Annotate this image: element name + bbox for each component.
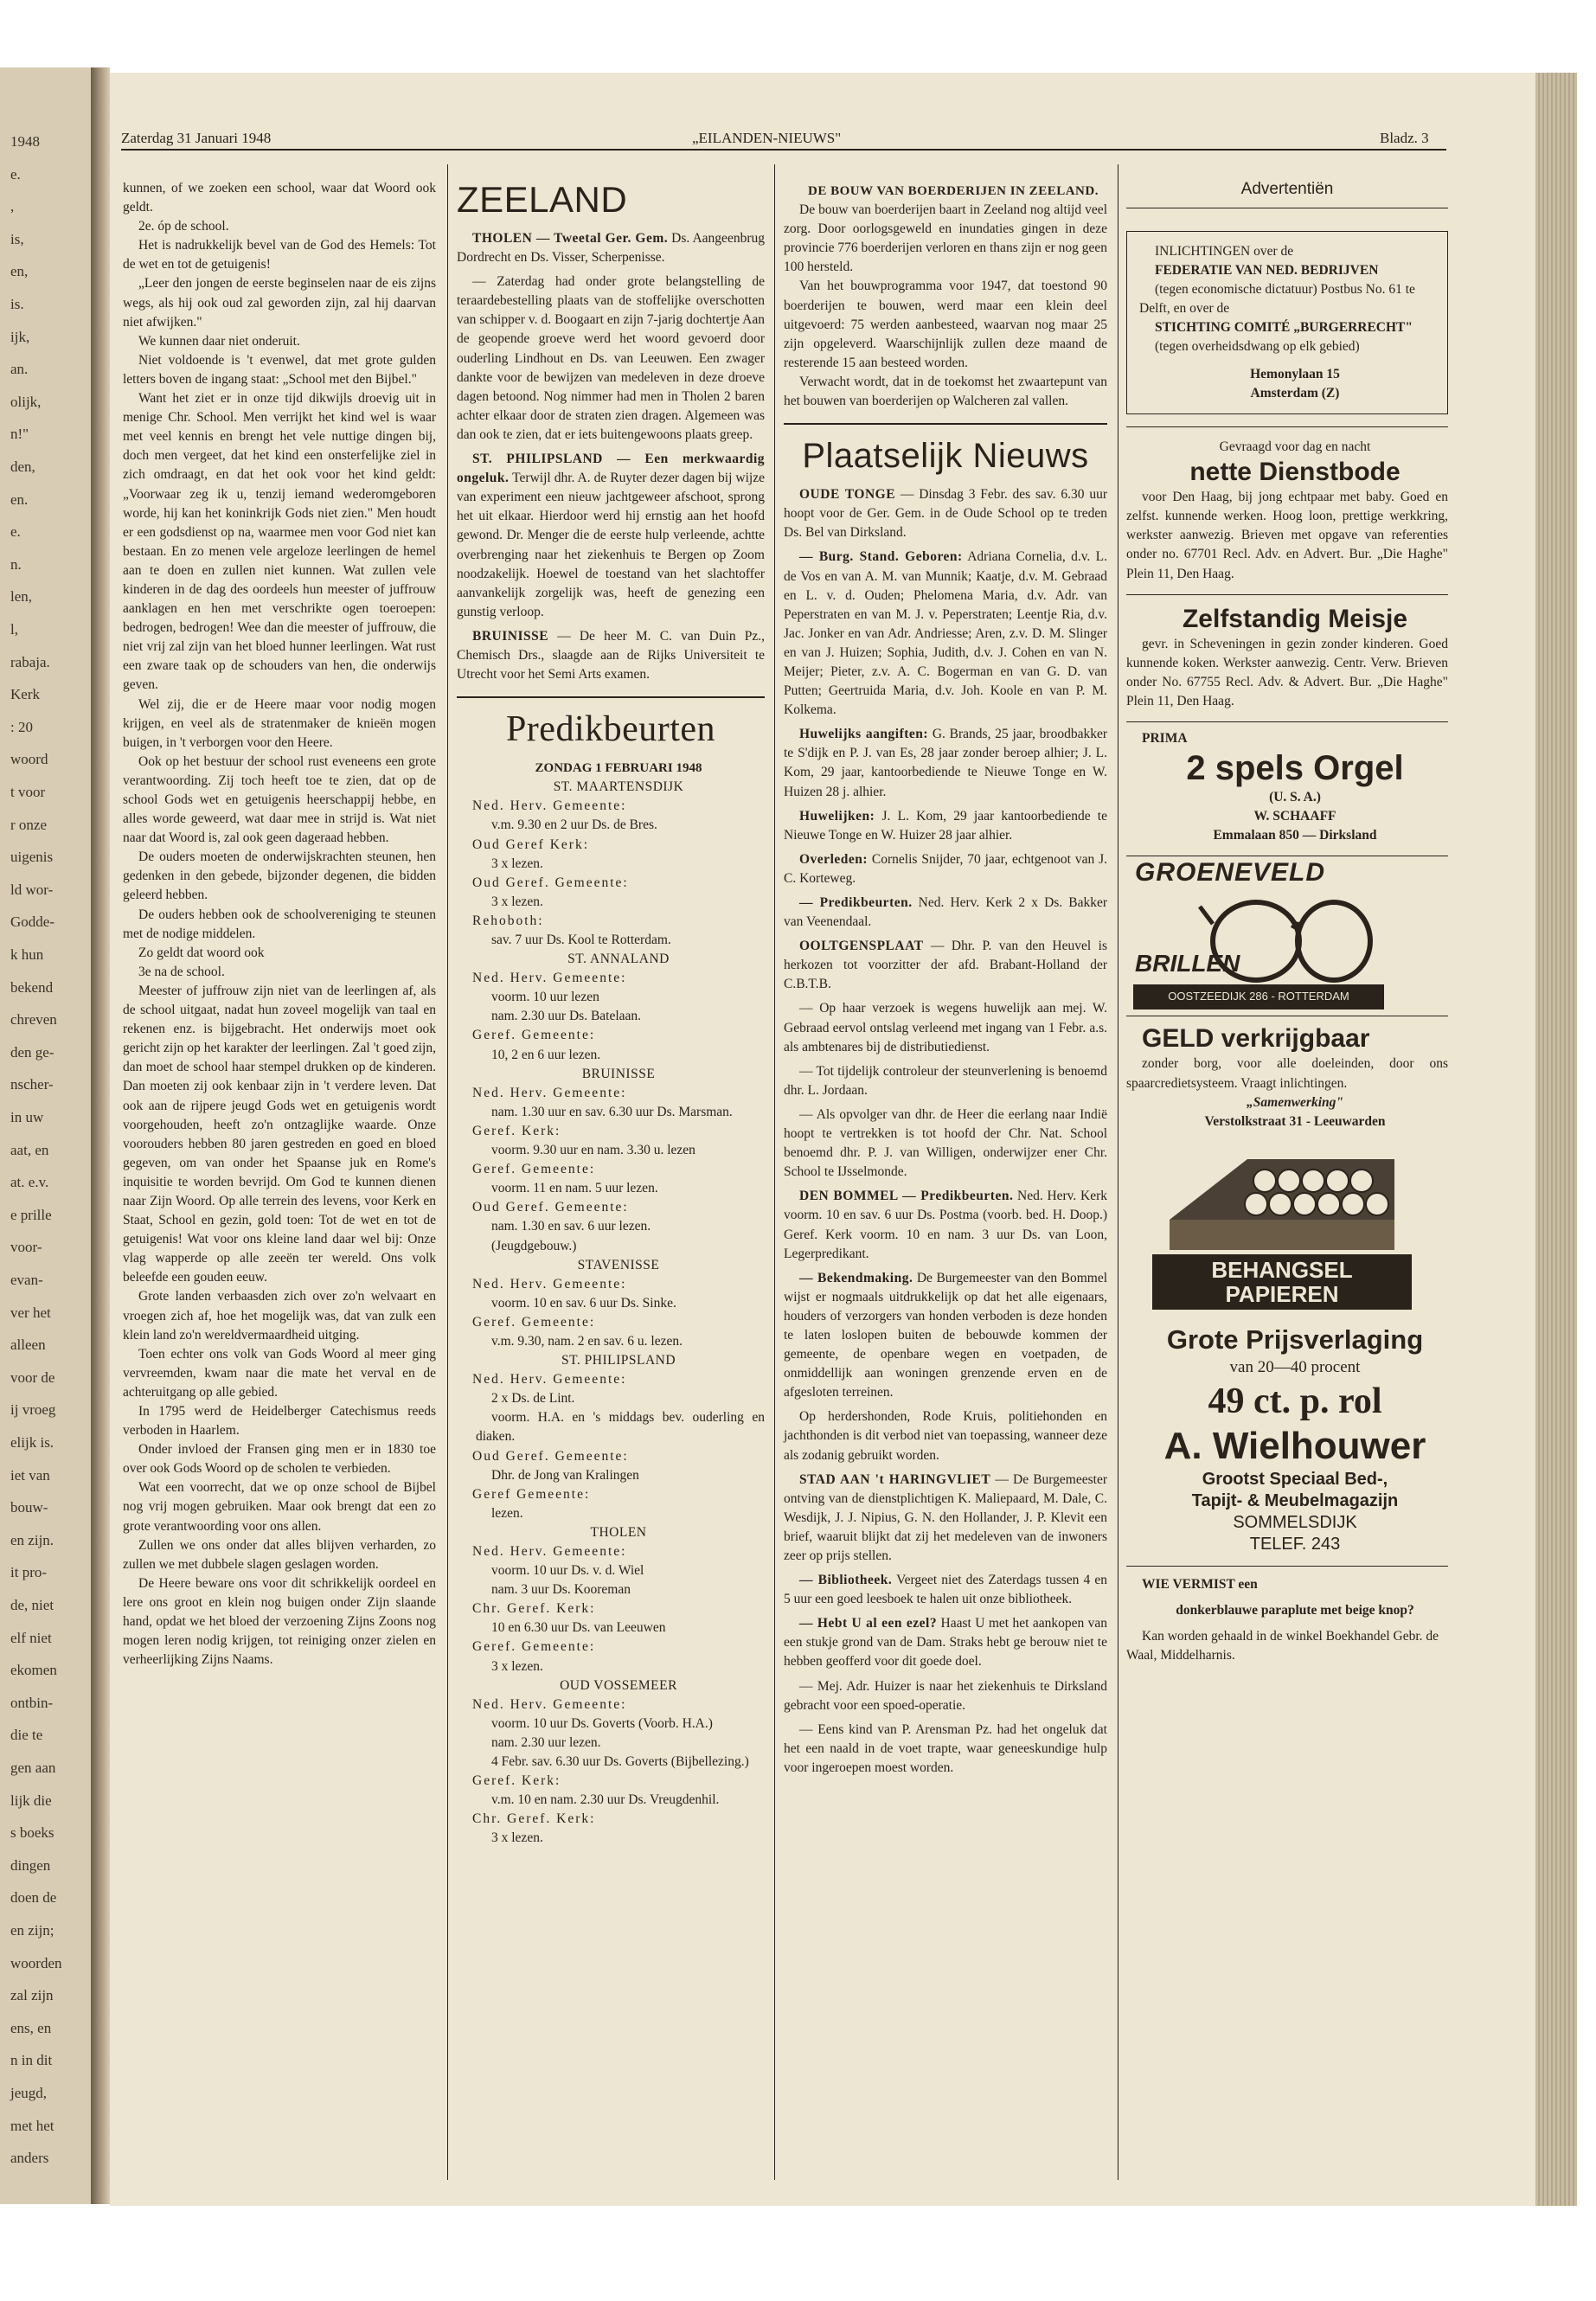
article-paragraph: Zullen we ons onder dat alles blijven verharden, zo zullen we met dubbele slagen geslagen worden. <box>123 1537 436 1572</box>
zeeland-news-item <box>457 627 765 684</box>
service-time: voorm. 10 uur Ds. Goverts (Voorb. H.A.) <box>491 1715 713 1731</box>
service-time: v.m. 9.30, nam. 2 en sav. 6 u. lezen. <box>491 1333 683 1349</box>
previous-page-line: n!" <box>10 426 29 443</box>
news-lead: OOLTGENSPLAAT <box>799 939 924 954</box>
service-time: v.m. 9.30 en 2 uur Ds. de Bres. <box>491 817 657 833</box>
news-text: — Mej. Adr. Huizer is naar het ziekenhuis te Dirksland gebracht voor een spoed-operatie. <box>784 1678 1107 1713</box>
news-text: — De heer M. C. van Duin Pz., Chemisch Drs., slaagde aan de Rijks Universiteit te Utrecht voor het Semi Arts examen. <box>457 628 765 683</box>
local-news-item <box>784 485 1107 542</box>
previous-page-line: len, <box>10 588 33 606</box>
service-time: 3 x lezen. <box>491 1658 543 1674</box>
news-text: Vergeet niet des Zaterdags tussen 4 en 5 uur een goed leesboek te halen uit onze bibliotheek. <box>784 1573 1107 1607</box>
column-divider-1 <box>447 164 448 2180</box>
previous-page-line: ens, en <box>10 2019 52 2036</box>
service-time: 4 Febr. sav. 6.30 uur Ds. Goverts (Bijbellezing.) <box>491 1754 749 1770</box>
article-paragraph: Want het ziet er in onze tijd dikwijls droevig uit in menige Chr. School. Men verrijkt het kind wel is waar met veel kennis en brengt het vele nuttige dingen bij, doch men vergeet, dat het kind een onsterfelijke ziel in zich omdraagt, en dat het ook voor het kind geldt: „Voorwaar zeg ik u, tenzij iemand wederomgeboren worde, hij kan het koninkrijk Gods niet zien." Men houdt er een godsdienst op na, waarmee men voor God niet kan bestaan. En zo menen vele argeloze leerlingen de hemel aan te doen en zullen niet kunnen. Wat zullen vele kinderen in de dag des oordeels hun meester of juffrouw aanklagen en hen met verschrikte ogen toeroepen: bedrogen, bedrogen! Wee dan die meester of juffrouw, die niet vrij zal zijn van het bloed hunner leerlingen. Wat rust een zware taak op de schouders van hen, die onderwijs geven. <box>123 391 436 693</box>
previous-page-line: woorden <box>10 1954 62 1971</box>
local-news-item <box>784 1187 1107 1263</box>
service-time: voorm. 10 uur lezen <box>491 990 599 1005</box>
news-lead: THOLEN — Tweetal Ger. Gem. <box>472 231 669 246</box>
previous-page-line: iet van <box>10 1466 50 1484</box>
service-time: 2 x Ds. de Lint. <box>491 1391 575 1407</box>
section-divider <box>457 696 765 698</box>
previous-page-line: woord <box>10 751 48 768</box>
article-paragraph: We kunnen daar niet onderuit. <box>138 333 300 349</box>
congregation-name: Geref. Gemeente: <box>472 1028 596 1043</box>
zeeland-news-item <box>457 229 765 267</box>
groeneveld-address: OOSTZEEDIJK 286 - ROTTERDAM <box>1133 984 1384 1009</box>
zeeland-news-item <box>457 450 765 622</box>
wielhouwer-phone: TELEF. 243 <box>1249 1534 1341 1554</box>
previous-page-line: elijk is. <box>10 1434 54 1451</box>
previous-page-line: r onze <box>10 816 48 833</box>
previous-page-line: in uw <box>10 1109 44 1125</box>
column-local-news <box>784 182 1107 1783</box>
article-paragraph: Toen echter ons volk van Gods Woord al meer ging vervreemden, kwam naar die mate het verval en de achteruitgang op alle gebied. <box>123 1346 436 1400</box>
orgel-prima: PRIMA <box>1142 731 1188 747</box>
zeeland-news-list <box>457 229 765 684</box>
previous-page-line: an. <box>10 361 29 378</box>
predikbeurten-date: ZONDAG 1 FEBRUARI 1948 <box>535 761 702 776</box>
congregation-name: Oud Geref. Gemeente: <box>472 1200 629 1215</box>
previous-page-line: dingen <box>10 1856 51 1874</box>
news-text: Adriana Cornelia, d.v. L. de Vos en van A. M. van Munnik; Kaatje, d.v. M. Gebraad en L. v. d. Ouden; Phelomena Maria, d.v. Adr. van Peperstraten en van M. J. v. Peperstraten; Leentje Ria, d.v. Jac. Jonker en van Adr. Andriesse; Aren, z.v. D. M. Slinger en van J. Huizen; Sophia, Judith, d.v. J. Cohen en van N. Meijer; Pieter, z.v. A. C. Bogerman en van G. D. van Putten; Geertruida Maria, d.v. Joh. Koole en van P. M. Kolkema. <box>784 549 1107 718</box>
congregation-name: Geref. Gemeente: <box>472 1162 596 1177</box>
service-time: voorm. 11 en nam. 5 uur lezen. <box>491 1181 658 1196</box>
news-text: G. Brands, 25 jaar, broodbakker te S'dijk en P. J. van Es, 28 jaar zonder beroep alhier; J. L. Kom, 29 jaar, kantoorbediende te Nieuwe Tonge en W. Huizen 28 j. alhier. <box>784 727 1108 799</box>
wielhouwer-name: A. Wielhouwer <box>1163 1424 1426 1467</box>
previous-page-line: aat, en <box>10 1141 49 1158</box>
meisje-text: gevr. in Scheveningen in gezin zonder kinderen. Goed kunnende koken. Werkster aanwezig. Centr. Verw. Brieven onder No. 67755 Recl. Adv. & Advert. Bur. „Die Haghe" Plein 11, Den Haag. <box>1126 636 1448 708</box>
news-text: — Dhr. P. van den Heuvel is herkozen tot voorzitter der afd. Brabant-Holland der C.B.T.B. <box>784 939 1107 992</box>
service-time: sav. 7 uur Ds. Kool te Rotterdam. <box>491 933 671 947</box>
church-town: ST. PHILIPSLAND <box>561 1353 676 1368</box>
previous-page-line: zal zijn <box>10 1987 54 2004</box>
congregation-name: Oud Geref. Gemeente: <box>472 1448 629 1464</box>
news-text: Terwijl dhr. A. de Ruyter dezer dagen bij wijze van experiment een nieuw jachtgeweer afschoot, sprong het uit elkaar. Hierdoor werd hij ernstig aan het hoofd gewond. Dr. Menger die de eerste hulp verleende, achtte overbrenging naar het ziekenhuis te Bergen op Zoom noodzakelijk. Hoewel de toestand van het slachtoffer aanvankelijk zorgelijk was, heeft de genezing een gunstig verloop. <box>457 471 765 619</box>
article-paragraph: „Leer den jongen de eerste beginselen naar de eis zijns wegs, als hij ook oud zal geworden zijn, zal hij daarvan niet afwijken." <box>123 276 436 330</box>
previous-page-line: Kerk <box>10 686 40 703</box>
service-time: voorm. 10 en sav. 6 uur Ds. Sinke. <box>491 1295 676 1311</box>
church-services-list <box>457 778 765 1848</box>
local-news-item <box>784 1062 1107 1100</box>
behangsel-ad <box>1126 1142 1448 1324</box>
wielhouwer-line2: Tapijt- & Meubelmagazijn <box>1191 1490 1399 1510</box>
prijs-range: van 20—40 procent <box>1229 1357 1361 1376</box>
service-time: 3 x lezen. <box>491 894 543 909</box>
news-lead: Huwelijks aangiften: <box>799 727 929 742</box>
previous-page-line: evan- <box>10 1272 43 1288</box>
local-news-item <box>784 1571 1107 1609</box>
news-lead: DEN BOMMEL — Predikbeurten. <box>799 1189 1014 1204</box>
congregation-name: Ned. Herv. Gemeente: <box>472 1372 627 1388</box>
congregation-name: Ned. Herv. Gemeente: <box>472 798 627 814</box>
previous-page-line: 1948 <box>10 133 40 150</box>
previous-page-line: de, niet <box>10 1597 54 1613</box>
previous-page-line: uigenis <box>10 849 54 866</box>
previous-page-line: anders <box>10 2150 49 2167</box>
previous-page-line: den ge- <box>10 1043 54 1061</box>
local-news-item <box>784 1471 1107 1566</box>
previous-page-line: k hun <box>10 946 44 963</box>
vermist-item: donkerblauwe paraplute met beige knop? <box>1176 1602 1414 1618</box>
previous-page-line: met het <box>10 2117 54 2134</box>
wielhouwer-line1: Grootst Speciaal Bed-, <box>1202 1469 1388 1489</box>
article-paragraph: Niet voldoende is 't evenwel, dat met grote gulden letters boven de ingang staat: „School met den Bijbel." <box>123 352 436 387</box>
fed-line7: Amsterdam (Z) <box>1250 386 1340 401</box>
zeeland-title: ZEELAND <box>457 179 628 220</box>
article-paragraph: kunnen, of we zoeken een school, waar dat Woord ook geldt. <box>123 181 436 215</box>
prijs-title: Grote Prijsverlaging <box>1166 1324 1424 1355</box>
service-time: nam. 3 uur Ds. Kooreman <box>491 1582 631 1598</box>
service-time: voorm. 9.30 uur en nam. 3.30 u. lezen <box>491 1143 695 1158</box>
news-text: J. L. Kom, 29 jaar kantoorbediende te Nieuwe Tonge en W. Huizer 28 jaar alhier. <box>784 808 1107 843</box>
fed-line4: STICHTING COMITÉ „BURGERRECHT" <box>1155 320 1413 336</box>
previous-page-line: ekomen <box>10 1662 57 1679</box>
news-lead: BRUINISSE <box>472 628 549 644</box>
congregation-name: Ned. Herv. Gemeente: <box>472 1276 627 1292</box>
bouw-article <box>784 201 1107 411</box>
previous-page-line: at. e.v. <box>10 1174 49 1191</box>
news-text: — Dinsdag 3 Febr. des sav. 6.30 uur hoopt voor de Ger. Gem. in de Oude School op te treden Ds. Bel van Dirksland. <box>784 487 1107 541</box>
news-text: Haast U met het aankopen van een stukje grond van de Dam. Straks hebt ge berouw niet te hebben geofferd voor dit goede doel. <box>784 1616 1108 1670</box>
bouw-paragraph: De bouw van boerderijen baart in Zeeland nog altijd veel zorg. Door oorlogsgeweld en inundaties gingen in deze provincie 776 boerderijen verloren en thans zijn er nog geen 100 hersteld. <box>784 202 1108 275</box>
federatie-ad <box>1126 231 1448 414</box>
church-town: ST. ANNALAND <box>567 952 670 967</box>
congregation-name: Chr. Geref. Kerk: <box>472 1601 596 1617</box>
news-text: Ds. Aangeenbrug Dordrecht en Ds. Visser, Scherpenisse. <box>457 231 765 266</box>
local-news-item <box>784 999 1107 1056</box>
bouw-paragraph: Verwacht wordt, dat in de toekomst het zwaartepunt van het bouwen van boerderijen op Walcheren zal vallen. <box>784 374 1107 409</box>
dienstbode-intro: Gevraagd voor dag en nacht <box>1219 439 1371 455</box>
congregation-name: Geref Gemeente: <box>472 1486 591 1502</box>
wallpaper-rolls-icon <box>1152 1142 1412 1254</box>
previous-page-line: t voor <box>10 784 46 800</box>
header-paper-name: „EILANDEN-NIEUWS" <box>692 130 842 146</box>
fed-line1: INLICHTINGEN over de <box>1155 244 1294 260</box>
congregation-name: Ned. Herv. Gemeente: <box>472 1696 627 1712</box>
previous-page-line: en zijn. <box>10 1531 54 1548</box>
local-news-list <box>784 485 1107 1778</box>
geld-company: „Samenwerking" <box>1247 1094 1343 1110</box>
vermist-title: WIE VERMIST een <box>1142 1576 1258 1592</box>
service-time: v.m. 10 en nam. 2.30 uur Ds. Vreugdenhil. <box>491 1792 720 1808</box>
plaatselijk-nieuws-title: Plaatselijk Nieuws <box>802 437 1089 476</box>
fed-line3: (tegen economische dictatuur) Postbus No. 61 te Delft, en over de <box>1139 282 1415 317</box>
news-text: Cornelis Snijder, 70 jaar, echtgenoot van J. C. Korteweg. <box>784 851 1107 886</box>
dienstbode-text: voor Den Haag, bij jong echtpaar met baby. Goed en zelfst. kunnende werken. Hoog loon, prettige werkkring, werkster aanwezig. Brieven met opgave van referenties onder no. 67701 Recl. Adv. en Advert. Bur. „Die Haghe" Plein 11, Den Haag. <box>1126 490 1448 581</box>
congregation-name: Ned. Herv. Gemeente: <box>472 1544 627 1559</box>
news-lead: ST. PHILIPSLAND — Een merkwaardig ongeluk. <box>457 452 765 486</box>
groeneveld-name: GROENEVELD <box>1135 858 1326 888</box>
local-news-item <box>784 1721 1107 1778</box>
geld-address: Verstolkstraat 31 - Leeuwarden <box>1204 1113 1386 1129</box>
ad-divider <box>1126 594 1448 595</box>
news-text: — Als opvolger van dhr. de Heer die eerlang naar Indië hoopt te vertrekken is tot hoofd der Chr. Nat. School benoemd dhr. P. J. van Willigen, onderwijzer ener Chr. School te IJsselmonde. <box>784 1106 1107 1180</box>
church-town: BRUINISSE <box>581 1066 656 1081</box>
prijs-per-rol: 49 ct. p. rol <box>1208 1381 1382 1421</box>
service-time: Dhr. de Jong van Kralingen <box>491 1467 639 1483</box>
local-news-item <box>784 894 1107 932</box>
congregation-name: Ned. Herv. Gemeente: <box>472 971 627 986</box>
previous-page-line: gen aan <box>10 1759 56 1776</box>
congregation-name: Geref. Kerk: <box>472 1773 561 1789</box>
news-lead: OUDE TONGE <box>799 487 896 503</box>
service-time: nam. 1.30 en sav. 6 uur lezen. <box>491 1219 651 1234</box>
news-lead: — Bibliotheek. <box>799 1573 893 1588</box>
fed-line6: Hemonylaan 15 <box>1250 367 1340 382</box>
previous-page-line: is. <box>10 296 24 312</box>
previous-page-line: bekend <box>10 978 54 996</box>
column-school-article <box>123 179 436 1670</box>
ad-divider <box>1126 1566 1448 1567</box>
article-paragraph: 3e na de school. <box>138 964 225 979</box>
previous-page-line: e prille <box>10 1206 52 1223</box>
article-paragraph: In 1795 werd de Heidelberger Catechismus reeds verboden in Haarlem. <box>123 1404 436 1439</box>
previous-page-line: die te <box>10 1727 43 1744</box>
scan-background-top <box>0 0 1596 67</box>
news-lead: — Burg. Stand. Geboren: <box>799 549 963 565</box>
header-rule <box>121 149 1446 151</box>
congregation-name: Oud Geref Kerk: <box>472 836 590 852</box>
previous-page-line: ijk, <box>10 328 30 345</box>
section-divider <box>784 423 1107 425</box>
congregation-name: Chr. Geref. Kerk: <box>472 1811 596 1827</box>
previous-page-line: nscher- <box>10 1076 54 1093</box>
meisje-title: Zelfstandig Meisje <box>1182 604 1408 633</box>
service-time: 10 en 6.30 uur Ds. van Leeuwen <box>491 1620 666 1636</box>
previous-page-line: ver het <box>10 1304 51 1321</box>
orgel-origin: (U. S. A.) <box>1269 790 1321 805</box>
article-paragraph: Het is nadrukkelijk bevel van de God des Hemels: Tot de wet en tot de getuigenis! <box>123 238 436 272</box>
previous-page-line: ij vroeg <box>10 1401 56 1419</box>
previous-page-line: ld wor- <box>10 881 54 898</box>
fed-line2: FEDERATIE VAN NED. BEDRIJVEN <box>1155 263 1379 279</box>
congregation-name: Rehoboth: <box>472 913 544 928</box>
page-header <box>121 130 1445 151</box>
previous-page-line: l, <box>10 621 18 638</box>
service-time: lezen. <box>491 1505 523 1521</box>
local-news-item <box>784 725 1107 801</box>
news-text: Ned. Herv. Kerk 2 x Ds. Bakker van Veenendaal. <box>784 895 1107 930</box>
column-advertisements <box>1126 180 1448 1665</box>
header-page-number: Bladz. 3 <box>1380 130 1429 146</box>
service-time: nam. 1.30 uur en sav. 6.30 uur Ds. Marsman. <box>491 1104 733 1119</box>
advertenties-title: Advertentiën <box>1240 180 1334 198</box>
predikbeurten-title: Predikbeurten <box>505 709 716 750</box>
previous-page-line: is, <box>10 230 24 247</box>
previous-page-line: doen de <box>10 1889 57 1907</box>
local-news-item <box>784 807 1107 845</box>
page-stack-edge <box>1535 73 1577 2206</box>
previous-page-line: : 20 <box>10 718 33 735</box>
behangsel-label-2: PAPIEREN <box>1225 1280 1339 1307</box>
local-news-item <box>784 548 1107 720</box>
ad-divider <box>1126 426 1448 427</box>
church-town: STAVENISSE <box>577 1257 660 1272</box>
wielhouwer-town: SOMMELSDIJK <box>1233 1512 1357 1532</box>
geld-title: GELD verkrijgbaar <box>1142 1024 1370 1054</box>
behangsel-label-1: BEHANGSEL <box>1211 1256 1353 1283</box>
article-paragraph: Ook op het bestuur der school rust eveneens een grote verantwoording. Zij toch heeft toe te zien, dat op de school Gods wet en getuigenis heerschappij hebbe, en alles worde geweerd, wat daar mee in strijd is. Wat niet naar dat Woord is, zal ook geen dageraad hebben. <box>123 753 436 846</box>
news-lead: — Bekendmaking. <box>799 1270 913 1285</box>
previous-page-line: n. <box>10 555 22 573</box>
previous-page-line: lijk die <box>10 1791 52 1809</box>
local-news-item <box>784 1407 1107 1465</box>
news-text: Ned. Herv. Kerk voorm. 10 en sav. 6 uur Ds. Postma (voorb. bed. H. Doop.) Geref. Kerk voorm. 10 en nam. 3 uur Ds. van Loon, Legerpredikant. <box>784 1189 1107 1261</box>
previous-page-line: it pro- <box>10 1564 48 1581</box>
news-lead: Overleden: <box>799 851 869 867</box>
previous-page-line: chreven <box>10 1011 57 1029</box>
news-text: De Burgemeester van den Bommel wijst er nogmaals uitdrukkelijk op dat het alle eigenaars, houders of verzorgers van honden verboden is deze honden te laten loslopen buiten de bebouwde kommen der gemeente, de openbare wegen en voetpaden, de onmiddellijk aan woningen grenzende erven en de afgesloten terreinen. <box>784 1270 1107 1400</box>
congregation-name: Oud Geref. Gemeente: <box>472 875 629 890</box>
news-lead: Huwelijken: <box>799 808 875 824</box>
article-paragraph: Zo geldt dat woord ook <box>138 945 265 960</box>
article-paragraph: Grote landen verbaasden zich over zo'n welvaart en vroegen zich af, hoe het mogelijk was, dat van zulk een klein land zo'n wereldvermaardheid uitging. <box>123 1289 436 1343</box>
news-lead: — Hebt U al een ezel? <box>799 1616 938 1631</box>
brillen-label: BRILLEN <box>1135 950 1240 977</box>
church-town: ST. MAARTENSDIJK <box>553 779 684 795</box>
local-news-item <box>784 1106 1107 1182</box>
service-time: voorm. H.A. en 's middags bev. ouderling en diaken. <box>476 1410 765 1445</box>
church-town: OUD VOSSEMEER <box>560 1677 677 1693</box>
article-paragraph: De ouders hebben ook de schoolvereniging te steunen met de nodige middelen. <box>123 907 436 941</box>
previous-page-line: Godde- <box>10 913 54 931</box>
article-paragraph: Wel zij, die er de Heere maar voor nodig mogen krijgen, en veel als de stratenmaker de knieën mogen buigen, in 't verborgen voor den Heere. <box>123 696 436 750</box>
dienstbode-title: nette Dienstbode <box>1189 458 1401 487</box>
service-time: (Jeugdgebouw.) <box>491 1238 577 1253</box>
bouw-paragraph: Van het bouwprogramma voor 1947, dat toestond 90 boerderijen te bouwen, werd maar een klein deel uitgevoerd: 75 werden aanbesteed, waarvan nog maar 25 zijn opgeleverd. Waarschijnlijk zullen deze maand de resterende 15 aan besteed worden. <box>784 279 1107 370</box>
article-paragraph: 2e. óp de school. <box>138 219 229 234</box>
previous-page-line: olijk, <box>10 393 42 410</box>
news-text: — Tot tijdelijk controleur der steunverlening is benoemd dhr. L. Jordaan. <box>784 1063 1107 1098</box>
previous-page-line: voor- <box>10 1239 42 1256</box>
ad-divider <box>1126 721 1448 722</box>
book-spine-shadow <box>91 67 110 2204</box>
news-text: Op herdershonden, Rode Kruis, politiehonden en jachthonden is dit verbod niet van toepassing, wanneer deze als zodanig gebruikt worden. <box>784 1409 1107 1463</box>
vermist-text: Kan worden gehaald in de winkel Boekhandel Gebr. de Waal, Middelharnis. <box>1126 1628 1439 1663</box>
news-text: — Op haar verzoek is wegens huwelijk aan mej. W. Gebraad eervol ontslag verleend met ingang van 1 Febr. a.s. als ambtenares bij de distributiedienst. <box>784 1001 1107 1054</box>
news-lead: — Predikbeurten. <box>799 895 913 910</box>
news-lead: STAD AAN 't HARINGVLIET <box>799 1471 991 1487</box>
news-text: — Eens kind van P. Arensman Pz. had het ongeluk dat het een naald in de voet trapte, waar geneeskundige hulp voor ingeroepen moest worden. <box>784 1721 1107 1775</box>
header-date: Zaterdag 31 Januari 1948 <box>121 130 272 146</box>
orgel-title: 2 spels Orgel <box>1186 749 1404 788</box>
groeneveld-ad <box>1126 858 1448 1010</box>
article-paragraph: De ouders moeten de onderwijskrachten steunen, hen gedenken in den gebede, bijzonder degenen, die bidden geleerd hebben. <box>123 849 436 903</box>
previous-page-line: elf niet <box>10 1629 52 1646</box>
geld-text: zonder borg, voor alle doeleinden, door ons spaarcredietsysteem. Vraagt inlichtingen. <box>1126 1056 1448 1091</box>
service-time: nam. 2.30 uur lezen. <box>491 1734 601 1750</box>
previous-page-line: e. <box>10 165 21 183</box>
service-time: nam. 2.30 uur Ds. Batelaan. <box>491 1009 642 1024</box>
bouw-title: DE BOUW VAN BOERDERIJEN IN ZEELAND. <box>808 184 1099 198</box>
news-text: — Zaterdag had onder grote belangstelling de teraardebestelling plaats van de stoffelijke overschotten van schipper v. d. Boogaart en zijn 7-jarig dochtertje Aan de geopende groeve werd het woord gevoerd door ouderling Lindhout en Ds. van Leeuwen. Een zwager dankte voor de bewijzen van medeleven in deze droeve dagen betoond. Nog nimmer had men in Tholen 2 baren achter elkaar door de straten zien dragen. Algemeen was dan ook te zien, dat er iets buitengewoons plaats greep. <box>457 274 765 442</box>
service-time: 3 x lezen. <box>491 856 543 871</box>
local-news-item <box>784 850 1107 888</box>
congregation-name: Geref. Kerk: <box>472 1123 561 1138</box>
previous-page-line: en. <box>10 490 29 508</box>
church-town: THOLEN <box>590 1524 647 1540</box>
column-divider-2 <box>774 164 775 2180</box>
column-zeeland <box>457 177 765 1849</box>
local-news-item <box>784 937 1107 994</box>
behangsel-banner <box>1152 1254 1412 1310</box>
news-text: — De Burgemeester ontving van de dienstplichtigen K. Maliepaard, M. Dale, C. Wesdijk, J. J. Nipius, G. N. den Hollander, J. P. Klevit een brief, waaruit blijkt dat zij het medeleven van de inwoners zeer op prijs stellen. <box>784 1471 1108 1563</box>
previous-page-line: den, <box>10 458 35 475</box>
congregation-name: Ned. Herv. Gemeente: <box>472 1085 627 1100</box>
previous-page-line: n in dit <box>10 2052 53 2069</box>
orgel-address: Emmalaan 850 — Dirksland <box>1213 828 1377 843</box>
service-time: 3 x lezen. <box>491 1830 543 1846</box>
scan-background-bottom <box>0 2232 1596 2301</box>
previous-page-line: jeugd, <box>10 2085 48 2101</box>
previous-page-line: en zijn; <box>10 1922 54 1939</box>
previous-page-line: ontbin- <box>10 1694 54 1711</box>
zeeland-news-item <box>457 272 765 445</box>
article-paragraph: Meester of juffrouw zijn niet van de leerlingen af, als de school uitgaat, nadat hun zoveel mogelijk van taal en rekenen enz. is bijgebracht. Het onderwijs moet ook gericht zijn op het karakter der leerlingen. Zal 't goed zijn, dan moet de school haar stempel drukken op de kinderen. Dan moeten zij ook kenbaar zijn in 't verdere leven. Dat ook aan de rijpere jeugd Gods wet en getuigenis wordt voorgehouden, heeft zo'n ontzaglijke waarde. Onze voorouders hebben 80 jaren gestreden en goed en bloed gegeven, om van onder het Spaanse juk en Rome's inquisitie te worden bevrijd. Om God te kunnen dienen naar Zijn Woord. Op alle terrein des levens, voor Kerk en Staat, School en gezin, gold toen: Tot de wet en tot de getuigenis! Wat voor ons kleine land daar wel bij: Onze vlag wapperde op alle zeeën ter wereld. Ons volk beleefde een gouden eeuw. <box>123 983 436 1285</box>
local-news-item <box>784 1677 1107 1715</box>
article-paragraph: Wat een voorrecht, dat we op onze school de Bijbel nog vrij mogen gebruiken. Maar ook brengt dat een zo grote verantwoording voor ons allen. <box>123 1480 436 1534</box>
previous-page-line: , <box>10 198 15 215</box>
fed-line5: (tegen overheidsdwang op elk gebied) <box>1155 339 1360 355</box>
congregation-name: Geref. Gemeente: <box>472 1314 596 1330</box>
local-news-item <box>784 1269 1107 1403</box>
service-time: 10, 2 en 6 uur lezen. <box>491 1047 601 1062</box>
previous-page-line: rabaja. <box>10 653 50 670</box>
article-paragraph: De Heere beware ons voor dit schrikkelijk oordeel en lere ons groot en klein nog buigen onder Zijn slaande hand, opdat we het bloed der verzoening Zijns Zoons nog mogen leren nodig krijgen, tot reiniging onzer zielen en verheerlijking Zijns Naams. <box>123 1575 436 1668</box>
previous-page-line: en, <box>10 263 29 280</box>
previous-page-line: alleen <box>10 1336 46 1354</box>
previous-page-line: e. <box>10 523 21 541</box>
previous-page-line: bouw- <box>10 1499 48 1516</box>
previous-page-line: voor de <box>10 1368 55 1386</box>
previous-page-line: s boeks <box>10 1824 54 1842</box>
local-news-item <box>784 1614 1107 1671</box>
congregation-name: Geref. Gemeente: <box>472 1639 596 1655</box>
article-paragraph: Onder invloed der Fransen ging men er in 1830 toe over ook Gods Woord op de scholen te verbieden. <box>123 1442 436 1477</box>
previous-page-strip <box>0 67 91 2204</box>
orgel-seller: W. SCHAAFF <box>1253 809 1336 824</box>
service-time: voorm. 10 uur Ds. v. d. Wiel <box>491 1563 644 1579</box>
